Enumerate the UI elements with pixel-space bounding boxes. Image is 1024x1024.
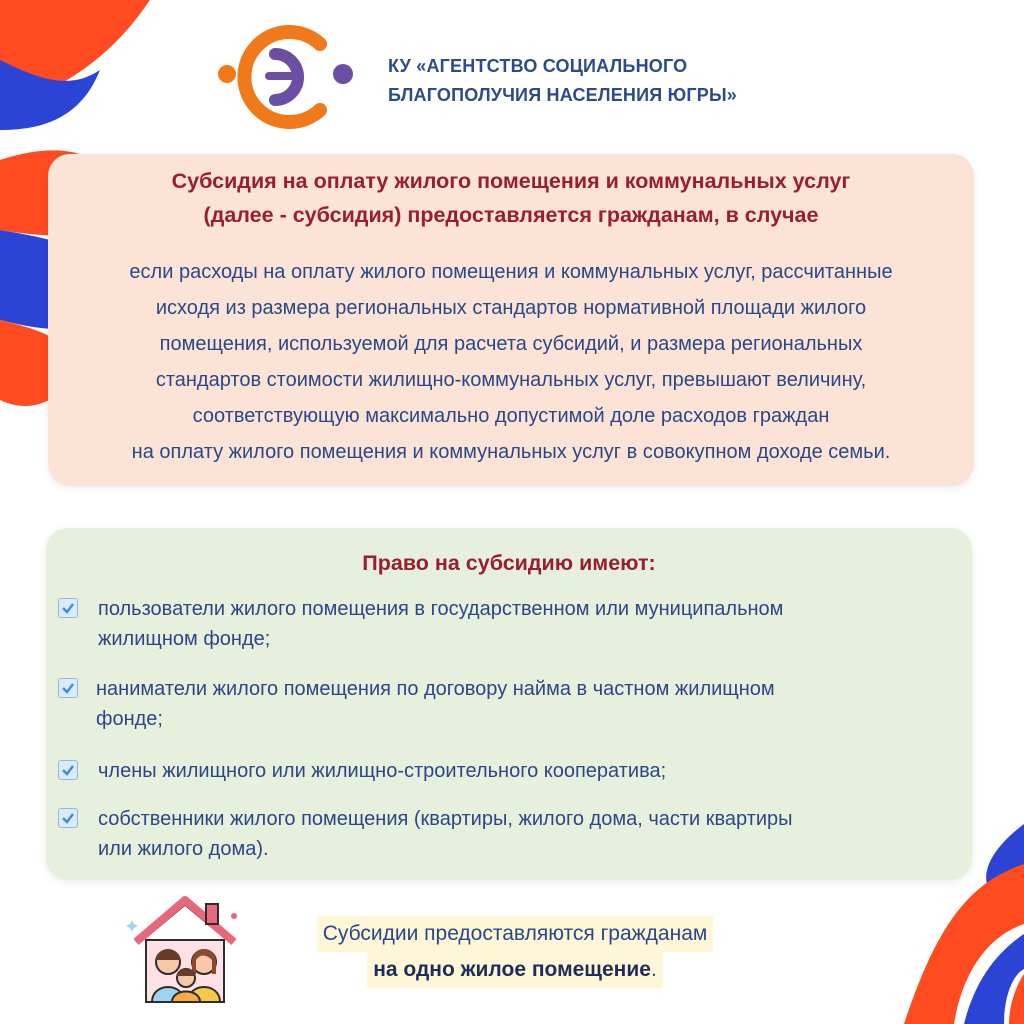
family-house-icon (126, 890, 244, 1008)
list-item-text (98, 804, 918, 864)
subsidy-body-line: соответствующую максимально допустимой доле расходов граждан (192, 405, 830, 427)
subsidy-heading-line1: Субсидия на оплату жилого помещения и коммунальных услуг (171, 169, 851, 193)
checkbox-icon (58, 760, 78, 780)
subsidy-body-line: стандартов стоимости жилищно-коммунальных услуг, превышают величину, (155, 369, 867, 391)
list-item-text (98, 756, 918, 786)
list-item-line1: члены жилищного или жилищно-строительного кооператива; (98, 760, 667, 782)
subsidy-heading-line2: (далее - субсидия) предоставляется гражданам, в случае (203, 203, 819, 227)
subsidy-heading (48, 164, 974, 232)
subsidy-note (280, 916, 750, 988)
organization-name (388, 52, 808, 110)
subsidy-body-line: на оплату жилого помещения и коммунальных услуг в совокупном доходе семьи. (131, 441, 891, 463)
subsidy-body-line: исходя из размера региональных стандартов нормативной площади жилого (155, 297, 867, 319)
note-line2-end: . (650, 958, 657, 981)
note-line2-bold: на одно жилое помещение (373, 958, 651, 981)
list-item-line1: наниматели жилого помещения по договору найма в частном жилищном (96, 678, 775, 700)
organization-name-line2: БЛАГОПОЛУЧИЯ НАСЕЛЕНИЯ ЮГРЫ» (388, 85, 737, 105)
subsidy-body-line: помещения, используемой для расчета субсидий, и размера региональных (159, 333, 863, 355)
checkbox-icon (58, 598, 78, 618)
list-item-line1: собственники жилого помещения (квартиры, жилого дома, части квартиры (98, 808, 793, 830)
note-line1: Субсидии предоставляются гражданам (317, 916, 714, 952)
list-item-text (98, 594, 918, 654)
checkbox-icon (58, 808, 78, 828)
subsidy-conditions-card (48, 154, 974, 486)
subsidy-body-text (68, 254, 954, 470)
subsidy-body-line: если расходы на оплату жилого помещения и коммунальных услуг, рассчитанные (129, 261, 893, 283)
eligibility-card (46, 528, 972, 880)
list-item-text (96, 674, 916, 734)
checkbox-icon (58, 678, 78, 698)
list-item-line2: фонде; (96, 708, 163, 730)
list-item-line2: или жилого дома). (98, 838, 269, 860)
note-line2 (367, 952, 663, 988)
eligibility-heading: Право на субсидию имеют: (362, 551, 656, 575)
organization-name-line1: КУ «АГЕНТСТВО СОЦИАЛЬНОГО (388, 56, 688, 76)
list-item-line1: пользователи жилого помещения в государственном или муниципальном (98, 598, 784, 620)
logo-icon (215, 22, 360, 132)
list-item-line2: жилищном фонде; (98, 628, 271, 650)
